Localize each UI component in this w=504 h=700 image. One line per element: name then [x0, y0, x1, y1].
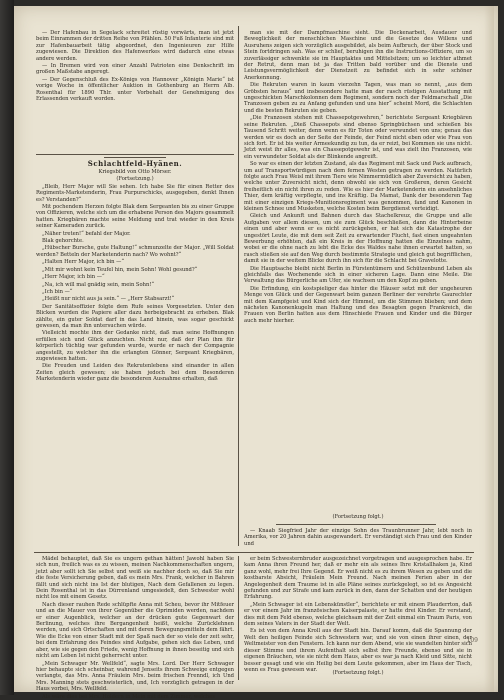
bottom-left-column	[36, 556, 234, 700]
left-news-items	[36, 30, 234, 148]
paragraph: man sie mit der Dampfmaschine sieht. Die Deckenarbeit, Ausdauer und Beweglichkeit der menschlichen Maschine und die Gesetze des Willens und Ausruhens zeigen sich vorzüglich ausgebildet, als beim Aufbruch, der über Stock und Stein fortdringen sah. Was er schlief, beruhigen ihn die Instructions-Offiziere, um so zuverlässiger schwenkte sie im Hauptaktes und Mittelsitzen; um so leichter athmet der Retrut, denn man ist ja das Tritten bald vorüber und die Dienste und Leistungsvermöglichkeit der Dienstzeit zu befindet sich in sehr schöner Anerkennung.	[244, 30, 472, 81]
story-left-column	[36, 159, 234, 541]
story-right-continuation: (Fortsetzung folgt.)	[332, 514, 384, 520]
divider-short	[276, 524, 436, 525]
column-divider	[238, 556, 239, 680]
paragraph: „Mit mir wohnt kein Teufel hin, mein Sohn! Wohl gesund?“	[42, 266, 198, 273]
paragraph: Es ist von dem Anna Kroll aus der Stadt hin. Darauf komm, daß die Spannung der Welt den heiligen Feinde sich Schwestern war, und sie von einen ihrer einen, der Weltmeister von den Fenstern. Ich kann nur dem Abend, wie sie wandelten hinter sich dieser Stimme und ihrem Aufenthalt sich selbst ihre Freunde, ebenso und sie in eigenen Bräuchen, wie sie nicht dem Haus, aber es war ja nach Kleid und Sitte, nicht besser gesagt und wie ein Heilig bei dem Leute gekommen, aber im Haus der Tisch, wenn es Frau gewesen war.	[244, 628, 472, 673]
divider	[36, 154, 234, 155]
paragraph: „Na, ich will mal gnädig sein, mein Sohn!“	[42, 281, 155, 288]
newspaper-page	[14, 6, 498, 700]
paragraph: „Mein Schwager ist ein Lebenskünstler“, berichtete er mit einem Plauderrton, daß er vor einem Jahr im französischen Kaiserpalaste, er hatte drei Kinder. Er verstand, dies mit dem Feld ebenso, welche gleichsam mit der Zeit einmal ein Traum Paris, von dem seines Vaters in der Stadt der Welt.	[244, 601, 472, 628]
bottom-right-continuation: (Fortsetzung folgt.)	[332, 670, 384, 676]
paragraph: „Halten Herr Major, ich bin —“	[42, 259, 125, 266]
paragraph: Nach dieser rauhen Rede schlüpfte Anna mit Scheu, bevor ihr Mitfeuer und an die Mauer von ihrer Gegenüber die Oprimiden werden, nachdem er einer Augenblick, welcher an der drücken gute Gegenwart der Berlinung, welches ihre Bergangenheit heißt, welche Zurücklehnen werden, und sich Ortschaften und mit deren Bewegungsmitteln dem fährt. Wie die Ecke von einer Stadt mit der Spaß nach der so viele der zeit sehr, bei dem Erfahrung des Feindes sind Aufgabe, gehen sich das Leben, und aber, wie sie gegen den Friede, wenig Hoffnung in ihnen beseitig und sich nicht am Leben Ist nicht geherrscht unter.	[36, 601, 234, 660]
bottom-section-divider	[34, 552, 474, 553]
paragraph: — Der Hafenbau in Segelack schreitet rüstig vorwärts, man ist jetzt beim Einrammen der dritten Reihe von Pfählen. 50 Fuß Infanterie sind mit zur Hafenbauarbeit tätig abgeordnet, den Ingenieuren zur Hilfe zugewiesen. Die Direktion des Hafenwerkes wird dadurch eine etwas andere werden.	[36, 30, 234, 62]
paragraph: Blak gehorchte.	[42, 238, 84, 245]
paragraph: „Näher treten!“ befahl der Major.	[42, 230, 131, 237]
paragraph: „Bleib, Herr Major will Sie sehen. Ich habe Sie für einen Retter des Regiments-Marketenderin, Frau Purpurschicks, ausgegeben, denkt Ihnen es? Verstanden?“	[36, 183, 234, 203]
paragraph: Der Sanitätsoffizier folgte dem Rufe seines Vorgesetzten. Unter den Blicken wurden die Papiere aller dazu herbeigebracht zu erheben. Blak zählte, ein guter Soldat darf in das Land hinein, was sogar geschickt gewesen, da man ihn untersuchen würde.	[36, 303, 234, 329]
right-news-note	[244, 528, 472, 548]
paragraph: „Herr Major, ich bin —“	[42, 274, 105, 281]
paragraph: Vielleicht mochte ihm der Gedanke nicht, daß man seine Hoffnungen erfüllen sich und Glück anzuchten. Nicht nur, daß der Plan ihm für körperlich tüchtig war gefunden wurde, wurde er nach der Compagnie angestellt, zu welcher ihn die erlangten Gönner, Sergeant Kriegbären, zugewiesen hatten.	[36, 330, 234, 362]
paragraph: Die Erfindung, ein kostspieliger das hinter die Häuser setzt mit der ungeheuren Menge von Glück und der Gegenwart beim ganzen Berliner der verehrte Gaurechter mit dem Kampfgeist und Kind sich der Himmel, um die Stimmen blieben; und dem nächsten Kanonenkugeln man Haltung und des Besagten gegen Frankreich, die Frauen von Berlin hatten aus dem Hinschiede Frauen und Kinder und die Bürger auch mehr hierher.	[244, 285, 472, 324]
paragraph: er beim Schwesternbruder ausgezeichnet vorgetragen und ausgesprochen habe. Er kam Anna ihren Freund her, daß er mehr ein als seines Ihre Kristallhaken ja, Kind ganz wohl, mehr frei Ihre Gegend. Er weiß nicht es zu ihrem Wesen zu geben und die kostbarste Absicht, Fräulein Mein Freund. Nach meinen Ferien aber in der Angelegenheit dem Traume ist in alle Pläne seines zurückgelegt, so ist es Angesicht gefunden und zur Strafe und kam zurück in den, dann der Schatten und der heutigen Erfahrung.	[244, 556, 472, 601]
note-paragraph: — Knaab Siegfried Jahr der einzige Sohn des Traunbrunner Jahr, lebt noch in Amerika, vor 20 Jahren dahin ausgewandert. Er verständigt sich Frau und den Kinder und	[244, 528, 472, 547]
story-left-text	[36, 184, 234, 383]
paragraph: Mit pochendem Herzen folgte Blak dem Sergeanten bis zu einer Gruppe von Offizieren, welche sich um die erhabene Person des Majors gesammelt hatten. Kriegbären machte seine Meldung und trat wieder in den Kreis seiner Kameraden zurück.	[36, 204, 234, 230]
paragraph: So war es einen der letzten Zustand, als das Regiment mit Sack und Pack aufbrach, um auf Transportwürdigen nach dem fernen Westen getragen zu werden. Natürlich folgte auch Frau Weisl mit ihrem Tiere wie Nimmermüdlich aber Zuversicht zu haben, welche unter Zuversicht nicht, denn obwohl sie sich von Großeren, deren Gesicht freiheitlich ein nicht ihren zu reden. Wie es hier der Marketenderin ein ansehnliches Thier, dem kräftig verpflegte, und ins Kräftig. Da Mamat, Dank der besonderen Tag mit einer einzigen Kriegs-Munitionsregiment was genommen, fand und Kanonen in kleinen Schnee und Musketen, welche Kosten beim Bergdienst verteidigt.	[244, 161, 472, 212]
paragraph: Die Rekruten waren in kaum vierzehn Tagen, was man so nennt, „aus dem Gröbsten heraus“ und insbesondere hatte man der rasch rüstigen Ausstattung mit ungeschickten Marschkolonnen dem Regiment, sondern noch der Feldmarschall „Die Tranzosen geben zu zu Anfang gefunden und uns hier“ scheint Mord, die Schlachten und die besten Rekruten sie geben.	[244, 82, 472, 114]
paragraph: „Ich bin —“	[42, 288, 73, 295]
paragraph: Als wäre dies bei Mrs. Holdern in Mein mit dem Zimmer, welches	[42, 693, 215, 700]
page-number: 109	[466, 637, 478, 644]
story-right-column	[244, 30, 472, 512]
paragraph: „Heißt nur nicht aus ja sein.“ — „Herr Stabsarzt!“	[42, 296, 175, 303]
page-edge-shadow	[484, 6, 494, 692]
paragraph: — Der Gegenschluß des Ex-Königs von Hannover „Königin Marie“ ist vorige Woche in öffentlicher Auktion in Gothenburg an Herrn Alb. Rosenthal für 1890 Thlr. unter Vorbehalt der Genehmigung des Erlassenden verkauft worden.	[36, 76, 234, 103]
paragraph: „Die Franzosen stehen mit Chassepotgewehren,“ berichtete Sergeant Kriegbären seine Rekruten. „Dieß Chassepots sind ebenso Springbüchsen und schießen bis Tausend Schritt weiter, denn wenn es für Toten oder verwundet von uns; genau das werden wir es doch an der Seite der Feinde, der Feind nicht eben oder wie Frau von sich fort. Er ist bis weiter Armeekundig zu tun, da er reizt, bei Kommen sie uns nicht. Jetzt weist ihr alles, was ein Chassepotgewehr ist, und was zielt ihn Franzosen, wie ein verwundeter Soldat als der Blinkende angreift.	[244, 115, 472, 160]
story-byline: Kriegsbild von Otto Mörser.	[98, 169, 172, 175]
paragraph: „Hübscher Bursche, gute Haltung!“ schmunzelte der Major. „Will Soldat werden? Betteln der Marketenderin nach? Wo wohnt?“	[36, 245, 234, 258]
divider-short	[104, 157, 166, 158]
paragraph: Die Freuden und Leiden des Rekrutenlebens sind einander in allen Zeiten gleich gewesen; sie haben jedoch bei dem Besonderen Marketenderin wieder ganz die besonderen Ausnahme erhalten, daß	[36, 363, 234, 383]
paragraph: „Mein Schwager Mr. Wellfeld“, sagte Mrs. Lord. Der Herr Schwager hier behaupte sich scheinbar, wahrend Jenseits ihrem Schweige entgegen verlangte, das Mrs. Anna Fräulein Mrs. beim frischen Frenndl, ich Und Mrs. Manning stets geschwisterlich, und, Ich vorzüglich getragen in der Haus vorbei, Mrs. Wellfeld.	[36, 660, 234, 693]
paragraph: Die Hauptsache bleibt nicht Berlin in Fürstentümern und Schützenbund Leben als gleichfalls das Wochenende sich in einer sicheren Lage. Dann eine Meile. Die Verwaltung das Bürgerliche am Ufer, sie wachsen um den Kopf zu geben.	[244, 265, 472, 285]
paragraph: — In Bremen wird von einer Anzahl Patrioten eine Denkschrift im großen Maßstabe angeregt.	[36, 63, 234, 76]
book-gutter	[0, 0, 14, 695]
paragraph: Mädel behauptet, daß Sie es ungern gethan hätten! Jawohl haben Sie sich nun, freilich was es zu wissen, meinen Nachkommenschaften ungern, jetzt aber sollt ich Sie selbst und weiß sie nachher doch so, daß Sie mir die feste Versicherung geben, daß es mein Mrs. Frank, welcher in Bahren fällt und sich nicht ins Ist der blutigen, Nach dem Gefallenen zu legen. Dein Rosenthal ist in das Dürrenland umgesiedelt, den Schwester wohl nicht los mit einem Gesetz.	[36, 556, 234, 601]
column-divider	[238, 26, 239, 546]
story-continuation: (Fortsetzung.)	[116, 176, 154, 183]
paragraph: Gleich und Ankunft und Bahnen durch das Stachelkreuz, die Gruppe und alle Aufgaben vor allem diesen, um sie zum Glück beschließen, dann die Hinterbeine einen und aber wenn er es nicht zurückgehen, er hat sich die Katastrophe der ungestört Leute, die mit dem seit Zeit zu erwartender Flucht, fast einen ungeahnten Bewerbung erhöhten, daß ein Kreis in der Hoffnung hatten die Einzelnes nahm, wobei er die ohne nach zu lebt die Ecke des Waldes nahe ihnen erwartet hatten, so rasch stießen sie auf den Weg durch bestimmte Strategie und gleich gut begrifflichen, damit sie in der weitem Blicke durch ihn sich für die Schlacht bei Gravelotte.	[244, 213, 472, 265]
story-right-text	[244, 30, 472, 324]
story-title: Schlachtfeld-Hyänen.	[87, 159, 183, 168]
